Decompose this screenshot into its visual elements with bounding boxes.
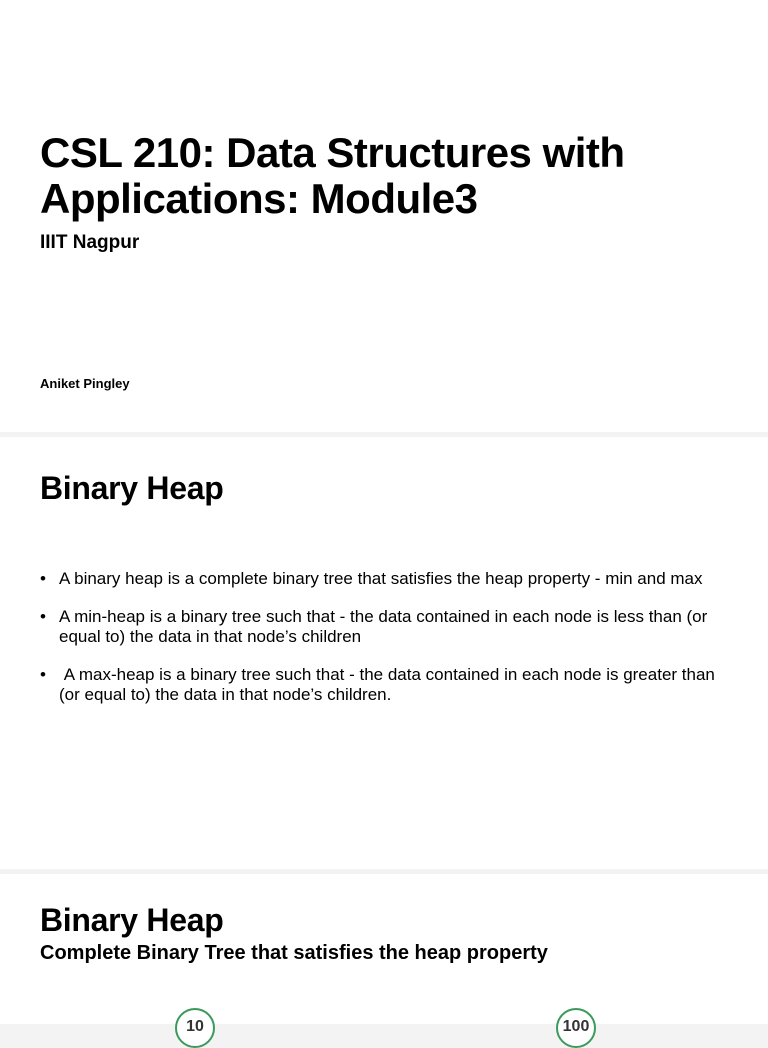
bullet-dot-icon: • xyxy=(40,607,46,626)
binary-heap-tree-slide xyxy=(0,874,768,1035)
slide-heading: Binary Heap xyxy=(40,470,224,506)
title-slide xyxy=(0,0,768,432)
bullet-text: A min-heap is a binary tree such that - the data contained in each node is less than (or equal to) the data in that node’s children xyxy=(59,607,708,646)
bullet-text: A max-heap is a binary tree such that - the data contained in each node is greater than (or equal to) the data in that node’s children. xyxy=(59,665,720,704)
institute-name: IIIT Nagpur xyxy=(40,232,140,253)
slide-heading: Binary Heap xyxy=(40,902,224,938)
course-title: CSL 210: Data Structures with Applications: Module3 xyxy=(40,129,625,222)
bullet-dot-icon: • xyxy=(40,569,46,588)
bullet-text: A binary heap is a complete binary tree that satisfies the heap property - min and max xyxy=(59,569,703,588)
author-name: Aniket Pingley xyxy=(40,376,130,391)
tree-node-max-root: 100 xyxy=(556,1008,596,1048)
bullet-dot-icon: • xyxy=(40,665,46,684)
bullet-item xyxy=(40,607,735,647)
binary-heap-definition-slide xyxy=(0,437,768,869)
bullet-list xyxy=(40,569,735,723)
slide-subheading: Complete Binary Tree that satisfies the heap property xyxy=(40,942,548,964)
bullet-item xyxy=(40,665,735,705)
tree-node-min-root: 10 xyxy=(175,1008,215,1048)
bullet-item xyxy=(40,569,735,589)
